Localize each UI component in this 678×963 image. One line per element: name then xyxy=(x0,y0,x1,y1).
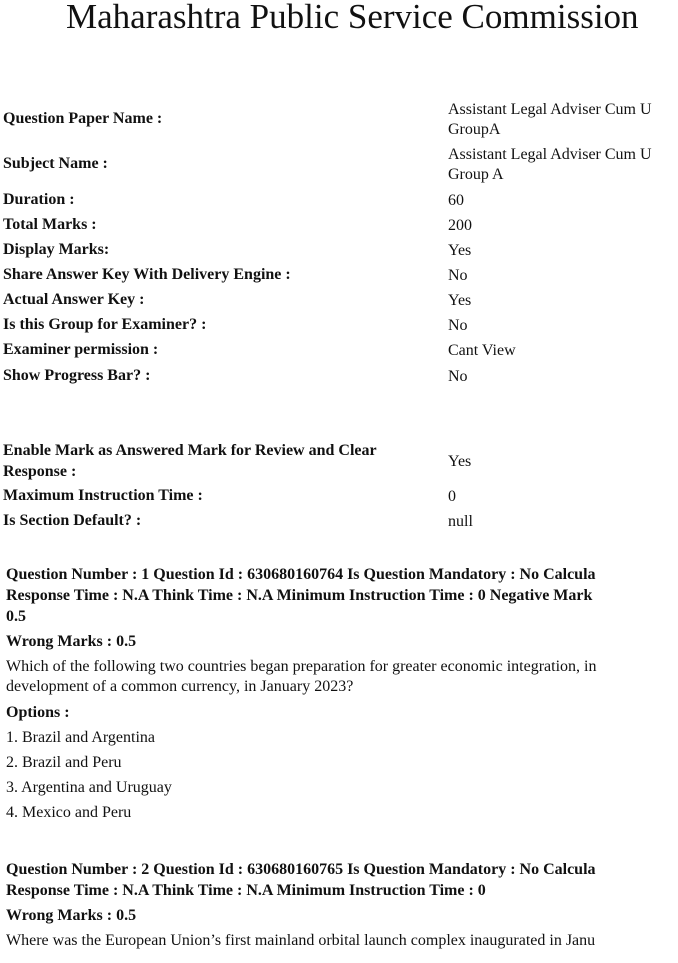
wrong-marks: Wrong Marks : 0.5 xyxy=(6,907,137,924)
meta-value: Assistant Legal Adviser Cum U xyxy=(448,101,652,118)
meta-label: Examiner permission : xyxy=(3,341,159,358)
page-title: Maharashtra Public Service Commission xyxy=(66,0,639,36)
meta-label: Is this Group for Examiner? : xyxy=(3,316,207,333)
question-header: Response Time : N.A Think Time : N.A Minimum Instruction Time : 0 xyxy=(6,882,486,899)
wrong-marks: Wrong Marks : 0.5 xyxy=(6,633,137,650)
meta-value: Group A xyxy=(448,166,504,183)
meta-value: GroupA xyxy=(448,121,501,138)
question-header: 0.5 xyxy=(6,608,26,625)
meta-value: 60 xyxy=(448,192,464,209)
question-text: development of a common currency, in January 2023? xyxy=(6,678,354,695)
option-3: 3. Argentina and Uruguay xyxy=(6,779,172,796)
meta-label: Display Marks: xyxy=(3,241,110,258)
question-text: Where was the European Union’s first mainland orbital launch complex inaugurated in Janu xyxy=(6,932,596,949)
option-1: 1. Brazil and Argentina xyxy=(6,729,155,746)
meta-label: Total Marks : xyxy=(3,216,97,233)
meta-label: Share Answer Key With Delivery Engine : xyxy=(3,266,291,283)
meta-value: Yes xyxy=(448,242,472,259)
question-header: Question Number : 1 Question Id : 630680160764 Is Question Mandatory : No Calcula xyxy=(6,566,596,583)
meta-value: 0 xyxy=(448,488,456,505)
meta-label: Actual Answer Key : xyxy=(3,291,145,308)
option-2: 2. Brazil and Peru xyxy=(6,754,122,771)
meta-label: Enable Mark as Answered Mark for Review and Clear xyxy=(3,442,377,459)
meta-value: Cant View xyxy=(448,342,516,359)
meta-label: Duration : xyxy=(3,191,75,208)
options-label: Options : xyxy=(6,704,70,721)
question-text: Which of the following two countries began preparation for greater economic integration, in xyxy=(6,658,597,675)
meta-value: No xyxy=(448,317,468,334)
question-header: Response Time : N.A Think Time : N.A Minimum Instruction Time : 0 Negative Mark xyxy=(6,587,593,604)
meta-value: No xyxy=(448,368,468,385)
meta-label: Is Section Default? : xyxy=(3,512,142,529)
meta-value: null xyxy=(448,513,473,530)
meta-value: Yes xyxy=(448,453,472,470)
meta-label: Subject Name : xyxy=(3,155,108,172)
meta-value: 200 xyxy=(448,217,472,234)
question-header: Question Number : 2 Question Id : 630680160765 Is Question Mandatory : No Calcula xyxy=(6,861,596,878)
meta-value: No xyxy=(448,267,468,284)
meta-value: Yes xyxy=(448,292,472,309)
option-4: 4. Mexico and Peru xyxy=(6,804,132,821)
meta-value: Assistant Legal Adviser Cum U xyxy=(448,146,652,163)
meta-label: Show Progress Bar? : xyxy=(3,367,151,384)
meta-label: Question Paper Name : xyxy=(3,110,163,127)
meta-label: Maximum Instruction Time : xyxy=(3,487,203,504)
meta-label: Response : xyxy=(3,463,77,480)
